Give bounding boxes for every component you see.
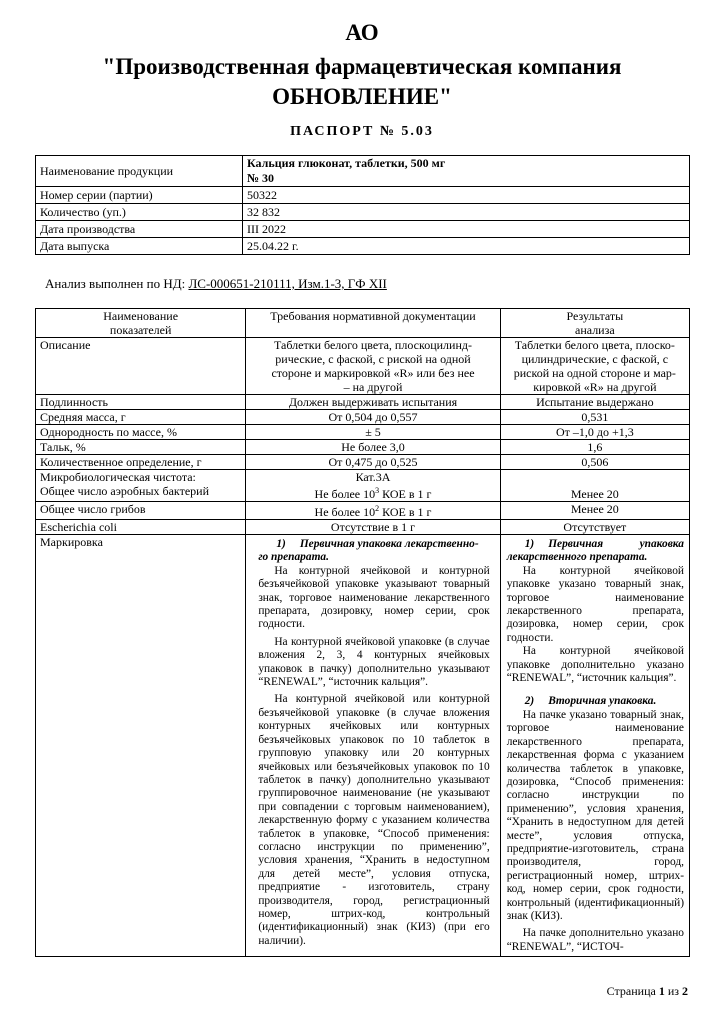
row-result <box>500 338 689 395</box>
line: цилиндрические, с фаской, с <box>521 352 669 366</box>
line: риской на одной стороне и мар- <box>513 366 676 380</box>
title-cont: го препарата. <box>258 551 329 564</box>
table-row <box>36 502 690 520</box>
line <box>250 484 495 501</box>
marking-result <box>500 535 689 957</box>
results-table <box>35 308 690 957</box>
paragraph: На контурной ячейковой упаковке указано товарный знак, торговое наименование лекарственного препарата, дозировка, номер серии, срок годности. <box>506 564 684 644</box>
row-requirement: От 0,504 до 0,557 <box>246 410 500 425</box>
table-row <box>36 425 690 440</box>
paragraph: На пачке дополнительно указано “RENEWAL”, “ИСТОЧ- <box>506 927 684 953</box>
quantity-value: 32 832 <box>243 204 690 221</box>
row-name: Подлинность <box>36 395 246 410</box>
row-requirement: От 0,475 до 0,525 <box>246 455 500 470</box>
row-result: 0,531 <box>500 410 689 425</box>
production-date-label: Дата производства <box>36 221 243 238</box>
line: стороне и маркировкой «R» или без нее <box>271 366 475 380</box>
passport-title: ПАСПОРТ № 5.03 <box>290 124 434 139</box>
title: Первичная упаковка лекарственно- <box>299 538 479 550</box>
series-value: 50322 <box>243 187 690 204</box>
table-row <box>36 221 690 238</box>
header-results-line2: анализа <box>575 323 615 337</box>
page-total: 2 <box>682 984 688 998</box>
row-name: Однородность по массе, % <box>36 425 246 440</box>
title: Вторичная упаковка. <box>548 695 657 708</box>
table-row <box>36 395 690 410</box>
row-requirement <box>246 502 500 520</box>
row-requirement: Отсутствие в 1 г <box>246 520 500 535</box>
product-label: Наименование продукции <box>36 156 243 187</box>
row-requirement: Не более 3,0 <box>246 440 500 455</box>
table-row <box>36 470 690 502</box>
row-requirement: ± 5 <box>246 425 500 440</box>
table-row <box>36 535 690 957</box>
number: 1) <box>276 538 286 550</box>
page-footer <box>607 984 688 999</box>
text: КОЕ в 1 г <box>379 487 432 501</box>
number: 1) <box>524 538 535 550</box>
row-result: Отсутствует <box>500 520 689 535</box>
table-row <box>36 338 690 395</box>
analysis-prefix: Анализ выполнен по НД: <box>45 276 189 291</box>
table-row <box>36 204 690 221</box>
line: Общее число аэробных бактерий <box>40 484 210 498</box>
line: Кат.3А <box>355 470 391 484</box>
paragraph: На контурной ячейковой упаковке дополнительно указано “RENEWAL”, “источник кальция”. <box>506 645 684 685</box>
text: Не более 10 <box>314 487 376 501</box>
exponent: 3 <box>375 486 380 495</box>
header-name <box>36 309 246 338</box>
marking-requirement <box>246 535 500 957</box>
quantity-label: Количество (уп.) <box>36 204 243 221</box>
row-result: 0,506 <box>500 455 689 470</box>
product-info-table <box>35 155 690 255</box>
table-row <box>36 156 690 187</box>
header-results-line1: Результаты <box>566 309 624 323</box>
table-row <box>36 520 690 535</box>
table-header-row <box>36 309 690 338</box>
row-name: Средняя масса, г <box>36 410 246 425</box>
row-name: Маркировка <box>36 535 246 957</box>
paragraph: На пачке указано товарный знак, торговое наименование лекарственного препарата, лекарственная форма с указанием количества таблеток в упаковке, дозировка, “Способ применения: согласно инструкции по применению”, условия хранения, “Хранить в недоступном для детей месте”, условия отпуска, предприятие-изготовитель, страна производителя, город, регистрационный номер, штрих-код, номер серии, срок годности, контрольный (идентификационный) знак (КИЗ). <box>506 708 684 922</box>
row-name: Описание <box>36 338 246 395</box>
series-label: Номер серии (партии) <box>36 187 243 204</box>
product-name: Кальция глюконат, таблетки, 500 мг <box>247 156 446 170</box>
secondary-pack-heading <box>507 695 684 708</box>
line: Таблетки белого цвета, плоскоцилинд- <box>274 338 472 352</box>
row-result: Испытание выдержано <box>500 395 689 410</box>
table-row <box>36 238 690 255</box>
row-requirement <box>246 470 500 502</box>
table-row <box>36 187 690 204</box>
release-date-value: 25.04.22 г. <box>243 238 690 255</box>
org-type: АО <box>345 20 379 45</box>
row-requirement <box>246 338 500 395</box>
header-name-line1: Наименование <box>103 309 179 323</box>
page-number: 1 <box>658 984 665 998</box>
table-row <box>36 410 690 425</box>
title: Первичная упаковка лекарственного препарата. <box>506 538 684 564</box>
line: рические, с фаской, с риской на одной <box>275 352 471 366</box>
text: КОЕ в 1 г <box>379 505 432 519</box>
primary-pack-heading <box>258 538 489 551</box>
org-name-line1: "Производственная фармацевтическая компания <box>102 54 622 79</box>
product-value <box>243 156 690 187</box>
primary-pack-heading <box>507 538 684 565</box>
org-name-line2: ОБНОВЛЕНИЕ" <box>272 84 452 109</box>
text: Не более 10 <box>314 505 376 519</box>
paragraph: На контурной ячейковой и контурной безъячейковой упаковке указывают товарный знак, торговое наименование лекарственного препарата, дозировку, номер серии, срок годности. <box>258 564 490 631</box>
release-date-label: Дата выпуска <box>36 238 243 255</box>
analysis-document: ЛС-000651-210111, Изм.1-3, ГФ XII <box>188 276 387 291</box>
line: Таблетки белого цвета, плоско- <box>514 338 675 352</box>
exponent: 2 <box>375 504 380 513</box>
line: кировкой «R» на другой <box>533 380 657 394</box>
line: – на другой <box>343 380 403 394</box>
footer-prefix: Страница <box>606 984 659 998</box>
table-row <box>36 455 690 470</box>
line: Микробиологическая чистота: <box>40 470 196 484</box>
header-requirements: Требования нормативной документации <box>246 309 500 338</box>
row-result: Менее 20 <box>500 470 689 502</box>
header-name-line2: показателей <box>109 323 172 337</box>
header-results <box>500 309 689 338</box>
row-name: Escherichia coli <box>36 520 246 535</box>
row-requirement: Должен выдерживать испытания <box>246 395 500 410</box>
paragraph: На контурной ячейковой или контурной безъячейковой упаковке (в случае вложения контурных ячейковых или контурных безъячейковых упаковок по 10 таблеток в групповую упаковку или 20 контурных ячейковых или безъячейковых упаковок по 10 таблеток в пачку) дополнительно указывают группировочное наименование (не указывают при совпадении с торговым наименованием), лекарственную форму с указанием количества таблеток в упаковке, “Способ применения: согласно инструкции по применению”, условия хранения, “Хранить в недоступном для детей месте”, условия отпуска, предприятие - изготовитель, страну производителя, город, регистрационный номер, штрих-код, контрольный (идентификационный) знак (КИЗ) (при его наличии). <box>258 693 490 947</box>
row-name: Тальк, % <box>36 440 246 455</box>
number: 2) <box>524 695 535 708</box>
product-pack: № 30 <box>247 171 275 185</box>
row-name: Общее число грибов <box>36 502 246 520</box>
table-row <box>36 440 690 455</box>
row-name <box>36 470 246 502</box>
row-name: Количественное определение, г <box>36 455 246 470</box>
row-result: От –1,0 до +1,3 <box>500 425 689 440</box>
row-result: 1,6 <box>500 440 689 455</box>
row-result: Менее 20 <box>500 502 689 520</box>
footer-mid: из <box>664 984 682 998</box>
production-date-value: III 2022 <box>243 221 690 238</box>
paragraph: На контурной ячейковой упаковке (в случае вложения 2, 3, 4 контурных ячейковых упаковок в пачку) дополнительно указывают “RENEWAL”, “источник кальция”. <box>258 635 490 689</box>
analysis-basis <box>45 276 387 292</box>
